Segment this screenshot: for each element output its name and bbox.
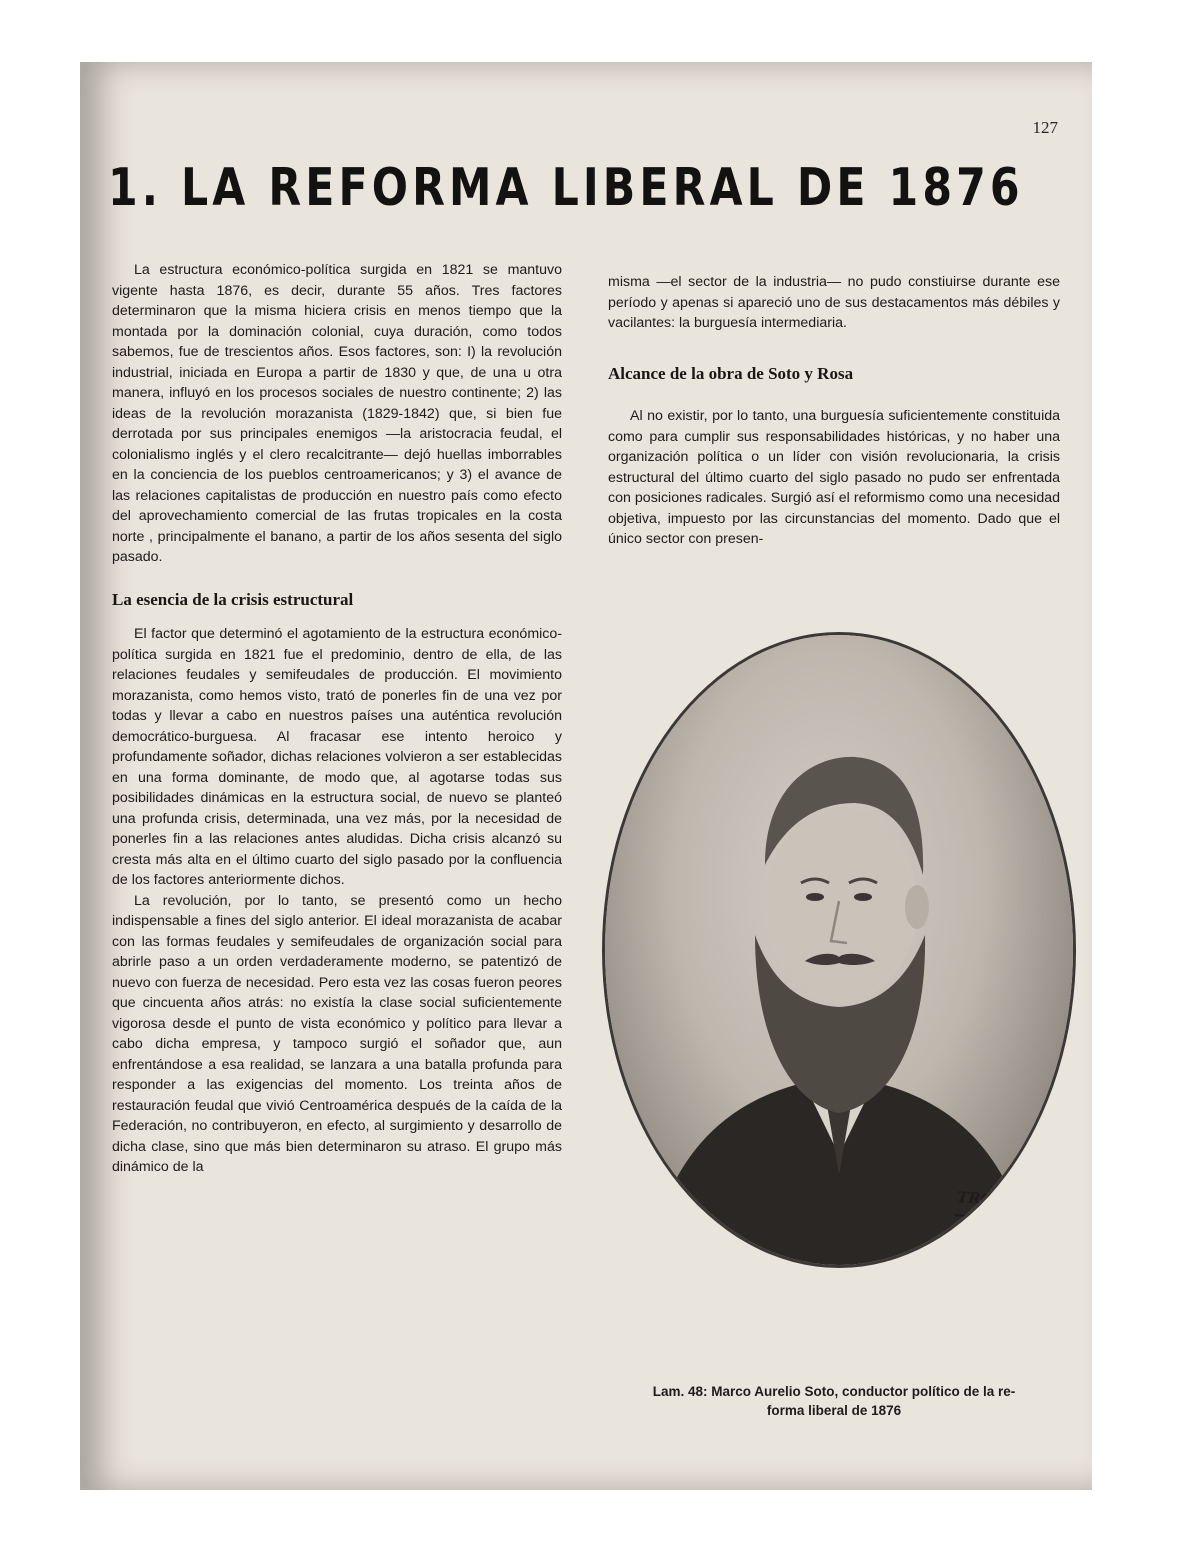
section-heading-crisis: La esencia de la crisis estructural bbox=[112, 589, 354, 609]
portrait-photo bbox=[605, 635, 1073, 1265]
artist-signature: TRÓCHEZ bbox=[956, 1188, 1043, 1212]
intro-paragraph: La estructura económico-política surgida en 1821 se mantuvo vigente hasta 1876, es decir, durante 55 años. Tres factores determinaron que la misma hiciera crisis en menos tiempo que la montada por la dominación colonial, cuya duración, como todos sabemos, fue de trescientos años. Esos factores, son: I) la revolución industrial, iniciada en Europa a partir de 1830 y que, de una u otra manera, influyó en los procesos sociales de nuestro continente; 2) las ideas de la revolución morazanista (1829-1842) que, si bien fue derrotada por sus principales enemigos —la aristocracia feudal, el colonialismo inglés y el clero recalcitrante— dejó huellas imborrables en la conciencia de los pueblos centroamericanos; y 3) el avance de las relaciones capitalistas de producción en nuestro país como efecto del aprovechamiento comercial de las frutas tropicales en la costa norte , principalmente el banano, a partir de los años sesenta del siglo pasado. bbox=[112, 262, 562, 565]
continuation-paragraph: misma —el sector de la industria— no pudo constiuirse durante ese período y apenas si apareció uno de sus destacamentos más débiles y vacilantes: la burguesía intermediaria. bbox=[608, 274, 1060, 331]
book-page bbox=[80, 62, 1092, 1490]
caption-line: forma liberal de 1876 bbox=[766, 1403, 902, 1418]
page-number: 127 bbox=[1032, 118, 1058, 137]
body-paragraph: El factor que determinó el agotamiento de la estructura económico-política surgida en 1821 fue el predominio, dentro de ella, de las relaciones feudales y semifeudales de producción. El movimiento morazanista, como hemos visto, trató de ponerles fin de una vez por todas y llevar a cabo en nuestros países una auténtica revolución democrático-burguesa. Al fracasar ese intento heroico y profundamente soñador, dichas relaciones volvieron a ser establecidas en una forma dominante, de modo que, al agotarse todas sus posibilidades dinámicas en la estructura social, de nuevo se planteó una profunda crisis, determinada, una vez más, por la necesidad de ponerles fin a las relaciones antes aludidas. Dicha crisis alcanzó su cresta más alta en el último cuarto del siglo pasado por la confluencia de los factores anteriormente dichos. bbox=[112, 626, 562, 888]
left-column bbox=[112, 260, 562, 1178]
caption-line: Lam. 48: Marco Aurelio Soto, conductor político de la re- bbox=[652, 1384, 1016, 1399]
right-column bbox=[608, 272, 1060, 550]
body-paragraph: La revolución, por lo tanto, se presentó como un hecho indispensable a fines del siglo anterior. El ideal morazanista de acabar con las formas feudales y semifeudales de organización social para abrirle paso a un orden verdaderamente moderno, se patentizó de nuevo con fuerza de necesidad. Pero esta vez las cosas fueron peores que cincuenta años atrás: no existía la clase social suficientemente vigorosa desde el punto de vista económico y político para llevar a cabo dicha empresa, y tampoco surgió el soñador que, aun enfrentándose a esa realidad, se lanzara a una batalla profunda para responder a las exigencias del momento. Los treinta años de restauración feudal que vivió Centroamérica después de la caída de la Federación, no contribuyeron, en efecto, al surgimiento y desarrollo de dicha clase, sino que más bien determinaron su atraso. El grupo más dinámico de la bbox=[112, 892, 562, 1175]
portrait-illustration bbox=[605, 635, 1073, 1265]
figure-caption bbox=[608, 1382, 1060, 1420]
section-heading-alcance: Alcance de la obra de Soto y Rosa bbox=[608, 363, 854, 383]
body-paragraph: Al no existir, por lo tanto, una burguesía suficientemente constituida como para cumplir sus responsabilidades históricas, y no haber una organización política o un líder con visión revolucionaria, la crisis estructural del último cuarto del siglo pasado no pudo ser enfrentada con posiciones radicales. Surgió así el reformismo como una necesidad objetiva, impuesto por las circunstancias del momento. Dado que el único sector con presen- bbox=[608, 408, 1060, 547]
chapter-title: 1. LA REFORMA LIBERAL DE 1876 bbox=[108, 158, 1024, 218]
